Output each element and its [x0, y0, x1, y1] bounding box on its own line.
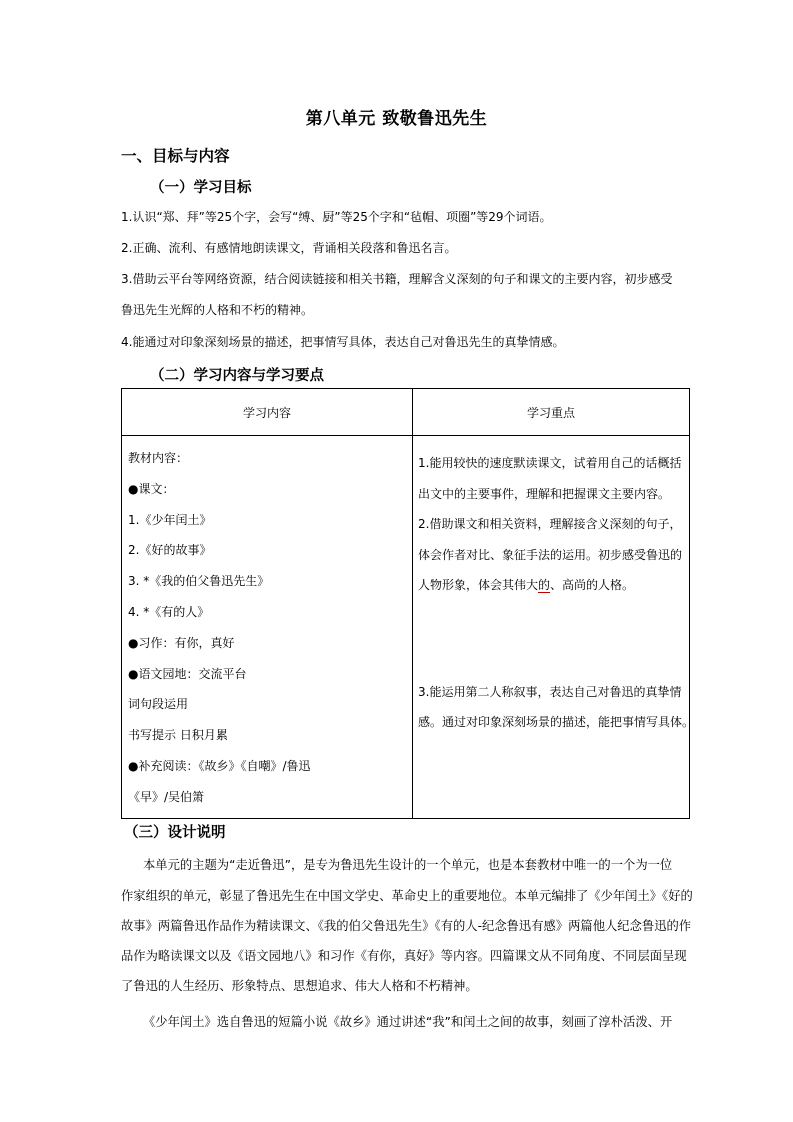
section-heading-goals-content: 一、目标与内容: [121, 147, 230, 165]
focus-line: 3.能运用第二人称叙事，表达自己对鲁迅的真挚情: [418, 684, 682, 699]
content-line: 书写提示 日积月累: [128, 728, 228, 743]
content-line: 教材内容：: [128, 451, 189, 465]
focus-line-text: 人物形象，体会其伟大: [418, 578, 539, 592]
content-line: ●课文：: [128, 481, 175, 496]
focus-line: 2.借助课文和相关资料，理解接含义深刻的句子，: [418, 517, 682, 531]
focus-line-text: 、高尚的人格。: [550, 578, 635, 592]
design-paragraph-line: 作家组织的单元，彰显了鲁迅先生在中国文学史、革命史上的重要地位。本单元编排了《少年闰土》《好的: [121, 889, 693, 903]
subheading-design-notes: （三）设计说明: [124, 825, 226, 841]
content-line: ●补充阅读：《故乡》《自嘲》/鲁迅: [128, 758, 311, 773]
focus-line: 1.能用较快的速度默读课文，试着用自己的话概括: [418, 456, 682, 470]
content-line: ●语文园地：交流平台: [128, 666, 247, 681]
focus-line: [418, 570, 689, 601]
subheading-learning-goals: （一）学习目标: [150, 180, 252, 196]
revision-mark: 的: [538, 578, 551, 592]
design-paragraph-line: 故事》两篇鲁迅作品作为精读课文、《我的伯父鲁迅先生》《有的人-纪念鲁迅有感》两篇他人纪念鲁迅的作: [121, 919, 692, 933]
page-title: 第八单元 致敬鲁迅先生: [305, 109, 488, 129]
content-line: 《早》/吴伯箫: [128, 789, 205, 804]
goal-item-2: 2.正确、流利、有感情地朗读课文，背诵相关段落和鲁迅名言。: [121, 241, 457, 255]
content-line: 2.《好的故事》: [128, 543, 212, 558]
table-header-row: [122, 389, 690, 436]
focus-gap: [418, 601, 689, 677]
focus-column: [413, 436, 695, 819]
design-paragraph-line: 《少年闰土》选自鲁迅的短篇小说《故乡》通过讲述“我”和闰土之间的故事，刻画了淳朴活泼、开: [143, 1015, 673, 1029]
table-header-content: 学习内容: [122, 389, 413, 436]
goal-item-3: 3.借助云平台等网络资源，结合阅读链接和相关书籍，理解含义深刻的句子和课文的主要内容，初步感受: [121, 272, 673, 286]
learning-content-table: [121, 388, 695, 819]
focus-line: 出文中的主要事件，理解和把握课文主要内容。: [418, 486, 671, 501]
focus-line: 体会作者对比、象征手法的运用。初步感受鲁迅的: [418, 547, 683, 562]
content-line: 4. *《有的人》: [128, 604, 210, 619]
focus-line: 感。通过对印象深刻场景的描述，能把事情写具体。: [418, 715, 695, 729]
design-paragraph-line: 本单元的主题为“走近鲁迅”，是专为鲁迅先生设计的一个单元，也是本套教材中唯一的一个为一位: [143, 858, 673, 872]
table-row: [122, 436, 690, 819]
content-line: 1.《少年闰土》: [128, 512, 212, 527]
content-line: ●习作：有你，真好: [128, 635, 235, 650]
goal-item-4: 4.能通过对印象深刻场景的描述，把事情写具体，表达自己对鲁迅先生的真挚情感。: [121, 335, 565, 349]
subheading-learning-content: （二）学习内容与学习要点: [150, 368, 324, 384]
table-header-focus: 学习重点: [413, 389, 690, 436]
content-line: 词句段运用: [128, 697, 189, 712]
content-line: 3. *《我的伯父鲁迅先生》: [128, 574, 270, 589]
goal-item-3-cont: 鲁迅先生光辉的人格和不朽的精神。: [121, 303, 314, 317]
goal-item-1: 1.认识“郑、拜”等25个字，会写“缚、厨”等25个字和“毡帽、项圈”等29个词语。: [121, 210, 552, 224]
design-paragraph-line: 品作为略读课文以及《语文园地八》和习作《有你，真好》等内容。四篇课文从不同角度、不同层面呈现: [121, 949, 687, 963]
content-column: [122, 436, 413, 819]
design-paragraph-line: 了鲁迅的人生经历、形象特点、思想追求、伟大人格和不朽精神。: [121, 979, 478, 993]
